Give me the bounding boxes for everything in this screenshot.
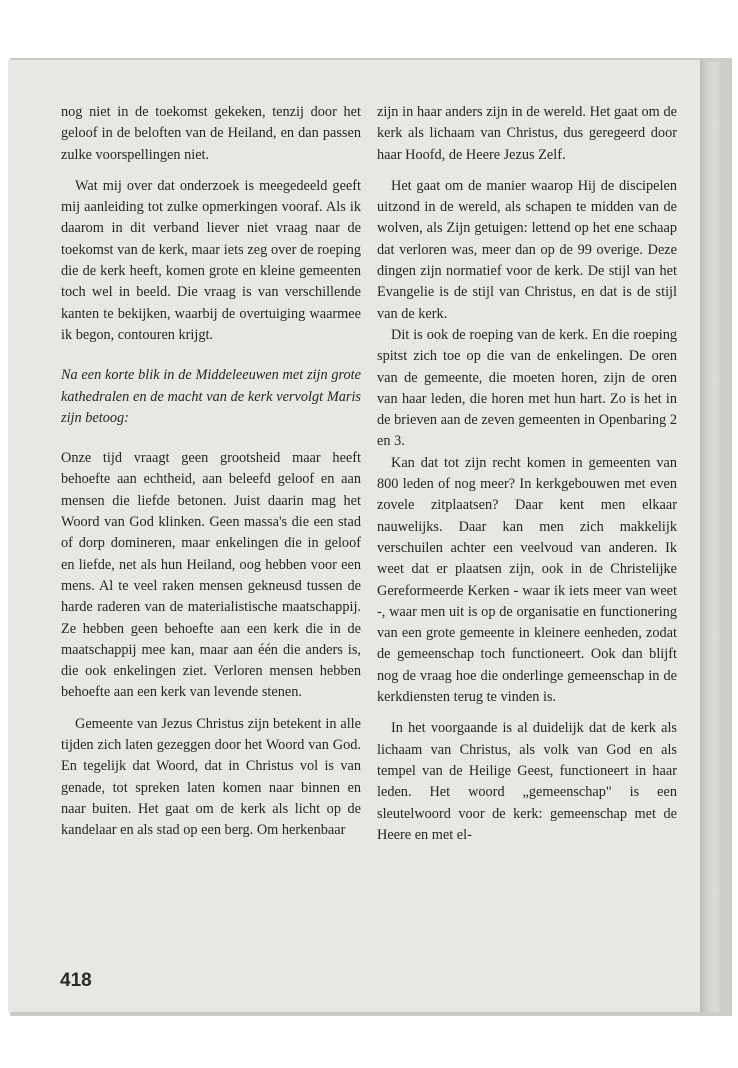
paragraph: Dit is ook de roeping van de kerk. En die roeping spitst zich toe op die van de enkelingen. De oren van de gemeente, die moeten horen, zijn de oren van haar leden, die horen met hun hart. Zo is het in de brieven aan de zeven gemeenten in Openbaring 2 en 3. bbox=[377, 326, 677, 450]
paragraph: Onze tijd vraagt geen grootsheid maar heeft behoefte aan echtheid, aan beleefd geloof en aan mensen die liefde betonen. Juist daarin mag het Woord van God klinken. Geen massa's die een stad of dorp domineren, maar enkelingen die in geloof en liefde, net als hun Heiland, oog hebben voor een mens. Al te veel raken mensen gekneusd tussen de harde raderen van de materialistische maatschappij. Ze hebben geen behoefte aan een kerk die in de maatschappij mee kan, maar aan één die anders is, die ook enkelingen ziet. Verloren mensen hebben behoefte aan een kerk van levende stenen. bbox=[61, 450, 361, 701]
paragraph: zijn in haar anders zijn in de wereld. Het gaat om de kerk als lichaam van Christus, dus geregeerd door haar Hoofd, de Heere Jezus Zelf. bbox=[377, 104, 677, 163]
paragraph: Wat mij over dat onderzoek is meegedeeld geeft mij aanleiding tot zulke opmerkingen vooraf. Als ik daarom in dit verband liever niet vraag naar de toekomst van de kerk, maar iets zeg over de roeping die de kerk heeft, komen grote en kleine gemeenten toch wel in beeld. Die vraag is van verschillende kanten te bekijken, waarbij de overtuiging waarmee ik begon, contouren krijgt. bbox=[61, 177, 361, 343]
editorial-intro: Na een korte blik in de Middeleeuwen met zijn grote kathedralen en de macht van de kerk vervolgt Maris zijn betoog: bbox=[61, 367, 361, 426]
left-column bbox=[61, 102, 361, 842]
paragraph: Het gaat om de manier waarop Hij de discipelen uitzond in de wereld, als schapen te midden van de wolven, als Zijn getuigen: lettend op het ene schaap dat verloren was, meer dan op de 99 overige. Deze dingen zijn normatief voor de kerk. De stijl van het Evangelie is de stijl van Christus, en dat is de stijl van de kerk. bbox=[377, 177, 677, 322]
page-edge bbox=[700, 62, 722, 1012]
paragraph: nog niet in de toekomst gekeken, tenzij door het geloof in de beloften van de Heiland, en dan passen zulke voorspellingen niet. bbox=[61, 104, 361, 163]
page-number: 418 bbox=[60, 970, 92, 991]
paragraph: In het voorgaande is al duidelijk dat de kerk als lichaam van Christus, als volk van God en als tempel van de Heilige Geest, functioneert in haar leden. Het woord „gemeenschap" is een sleutelwoord voor de kerk: gemeenschap met de Heere en met el- bbox=[377, 720, 677, 843]
paragraph: Kan dat tot zijn recht komen in gemeenten van 800 leden of nog meer? In kerkgebouwen met even zovele zitplaatsen? Daar kent men elkaar nauwelijks. Daar kan men zich makkelijk verschuilen achter een veelvoud van anderen. Ik weet dat er plaatsen zijn, ook in de Christelijke Gereformeerde Kerken - waar ik iets meer van weet -, waar men uit is op de organisatie en functionering van een grote gemeente in kleinere eenheden, zodat de gemeenschap toch functioneert. Ook dan blijft nog de vraag hoe die onderlinge gemeenschap in de kerkdiensten terug te vinden is. bbox=[377, 454, 677, 706]
right-column bbox=[377, 102, 677, 846]
paragraph: Gemeente van Jezus Christus zijn betekent in alle tijden zich laten gezeggen door het Woord van God. En tegelijk dat Woord, dat in Christus vol is van genade, tot spreken laten komen naar binnen en naar buiten. Het gaat om de kerk als licht op de kandelaar en als stad op een berg. Om herkenbaar bbox=[61, 715, 361, 839]
